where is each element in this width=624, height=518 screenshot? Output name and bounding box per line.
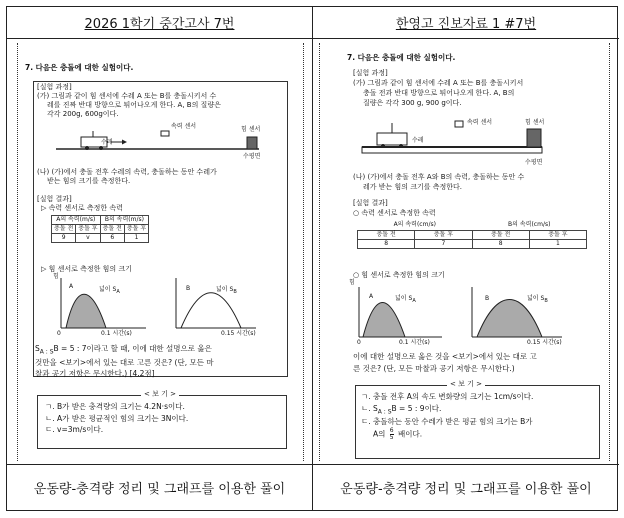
right-footer: 운동량-충격량 정리 및 그래프를 이용한 풀이	[313, 464, 619, 510]
bogi-item: ㄴ. A가 받은 평균적인 힘의 크기는 3N이다.	[45, 413, 189, 423]
bogi-item: ㄷ. v=3m/s이다.	[45, 425, 104, 435]
bogi-list: ㄱ. 충돌 전후 A의 속도 변화량의 크기는 1cm/s이다. ㄴ. $S_{A : S}B = 5$ : 9이다. ㄷ. 충돌하는 동안 수레가 받은 평균 힘의 크기는 B가 A의 $\frac{6}{5}$ 배이다.	[361, 392, 534, 442]
left-problem-scan: 7. 다음은 충돌에 대한 실험이다. [실험 과정] (가) 그림과 같이 힘 센서에 수레 A 또는 B를 충돌시키서 수 레를 진짜 반대 방향으로 튀어나오게 한다. A, B의 질량은 각각 200g, 600g이다. 속력 센서 힘 센서 수레 수평면 (나) (가)에서 충돌 전후 수레의 속력, 충돌하는 동안 수레가 받는 힘의 크기를 측정한다. [실험 결과] ▷ 속력 센서로 측정한 속력 A의 속력(m/s) B의 속력(m/s) 충돌 전 충돌 후 충돌 전 충돌 후 9 v 6 1 ▷ 힘 센서로 측정한 힘의 크기 힘 A 넓이 $S_A$ B 넓이 $S_B$ 0 0.1 시간(s) 0.15 시간(s) $S_{A : S}B = 5$ : 7이라고 할 때, 이에 대한 설명으로 옳은 것만을 <보기>에서 있는 대로 고른 것은? (단, 모든 마 찰과 공기 저항은 무시한다.) [4.2점] < 보 기 > ㄱ. B가 받은 충격량의 크기는 4.2N·s이다. ㄴ. A가 받은 평균적인 힘의 크기는 3N이다. ㄷ. v=3m/s이다.	[7, 39, 313, 464]
question-stem: 이에 대한 설명으로 옳은 것을 <보기>에서 있는 대로 고 른 것은? (단, 모든 마찰과 공기 저항은 무시한다.)	[353, 352, 537, 373]
cart-apparatus-diagram	[357, 109, 547, 169]
bogi-item: ㄷ. 충돌하는 동안 수레가 받은 평균 힘의 크기는 B가	[361, 417, 533, 427]
left-footer: 운동량-충격량 정리 및 그래프를 이용한 풀이	[7, 464, 313, 510]
force-time-graphs	[347, 281, 577, 347]
bogi-item: ㄴ. $S_{A : S}B = 5$ : 9이다.	[361, 403, 442, 416]
speed-table: A의 속력(m/s) B의 속력(m/s) 충돌 전 충돌 후 충돌 전 충돌 후 9 v 6 1	[51, 215, 149, 243]
bogi-item: ㄱ. B가 받은 충격량의 크기는 4.2N·s이다.	[45, 402, 185, 411]
bogi-list	[45, 401, 188, 436]
cart-apparatus-diagram	[51, 121, 271, 167]
question-title: 7. 다음은 충돌에 대한 실험이다.	[347, 53, 456, 62]
left-header: 2026 1학기 중간고사 7번	[7, 7, 313, 39]
bogi-item: ㄱ. 충돌 전후 A의 속도 변화량의 크기는 1cm/s이다.	[361, 392, 534, 401]
right-problem-scan: 7. 다음은 충돌에 대한 실험이다. [실험 과정] (가) 그림과 같이 힘 센서에 수레 A 또는 B를 충돌시키서 충돌 전과 반대 방향으로 튀어나오게 한다. A, B의 질량은 각각 300 g, 900 g이다. 속력 센서 힘 센서 수레 수평면 (나) (가)에서 충돌 전후 A와 B의 속력, 충돌하는 동안 수 레가 받는 힘의 크기를 측정한다. [실험 결과] ○ 속력 센서로 측정한 속력 A의 속력(cm/s) B의 속력(cm/s) 충돌 전 충돌 후 충돌 전 충돌 후 8 7 8 1 ○ 힘 센서로 측정한 힘의 크기 힘 A 넓이 $S_A$ B 넓이 $S_B$ 0 0.1 시간(s) 0.15 시간(s) 이에 대한 설명으로 옳은 것을 <보기>에서 있는 대로 고 른 것은? (단, 모든 마찰과 공기 저항은 무시한다.) < 보 기 > ㄱ. 충돌 전후 A의 속도 변화량의 크기는 1cm/s이다. ㄴ. $S_{A : S}B = 5$ : 9이다. ㄷ. 충돌하는 동안 수레가 받은 평균 힘의 크기는 B가 A의 $\frac{6}{5}$ 배이다.	[313, 39, 619, 464]
comparison-table	[6, 6, 618, 511]
question-title: 7. 다음은 충돌에 대한 실험이다.	[25, 63, 134, 72]
speed-table: A의 속력(cm/s) B의 속력(cm/s) 충돌 전 충돌 후 충돌 전 충돌 후 8 7 8 1	[357, 221, 587, 249]
right-header: 한영고 진보자료 1 #7번	[313, 7, 619, 39]
question-stem: $S_{A : S}B = 5$ : 7이라고 할 때, 이에 대한 설명으로 옳은 것만을 <보기>에서 있는 대로 고른 것은? (단, 모든 마 찰과 공기 저항은 무시한다.) [4.2점]	[35, 344, 214, 379]
